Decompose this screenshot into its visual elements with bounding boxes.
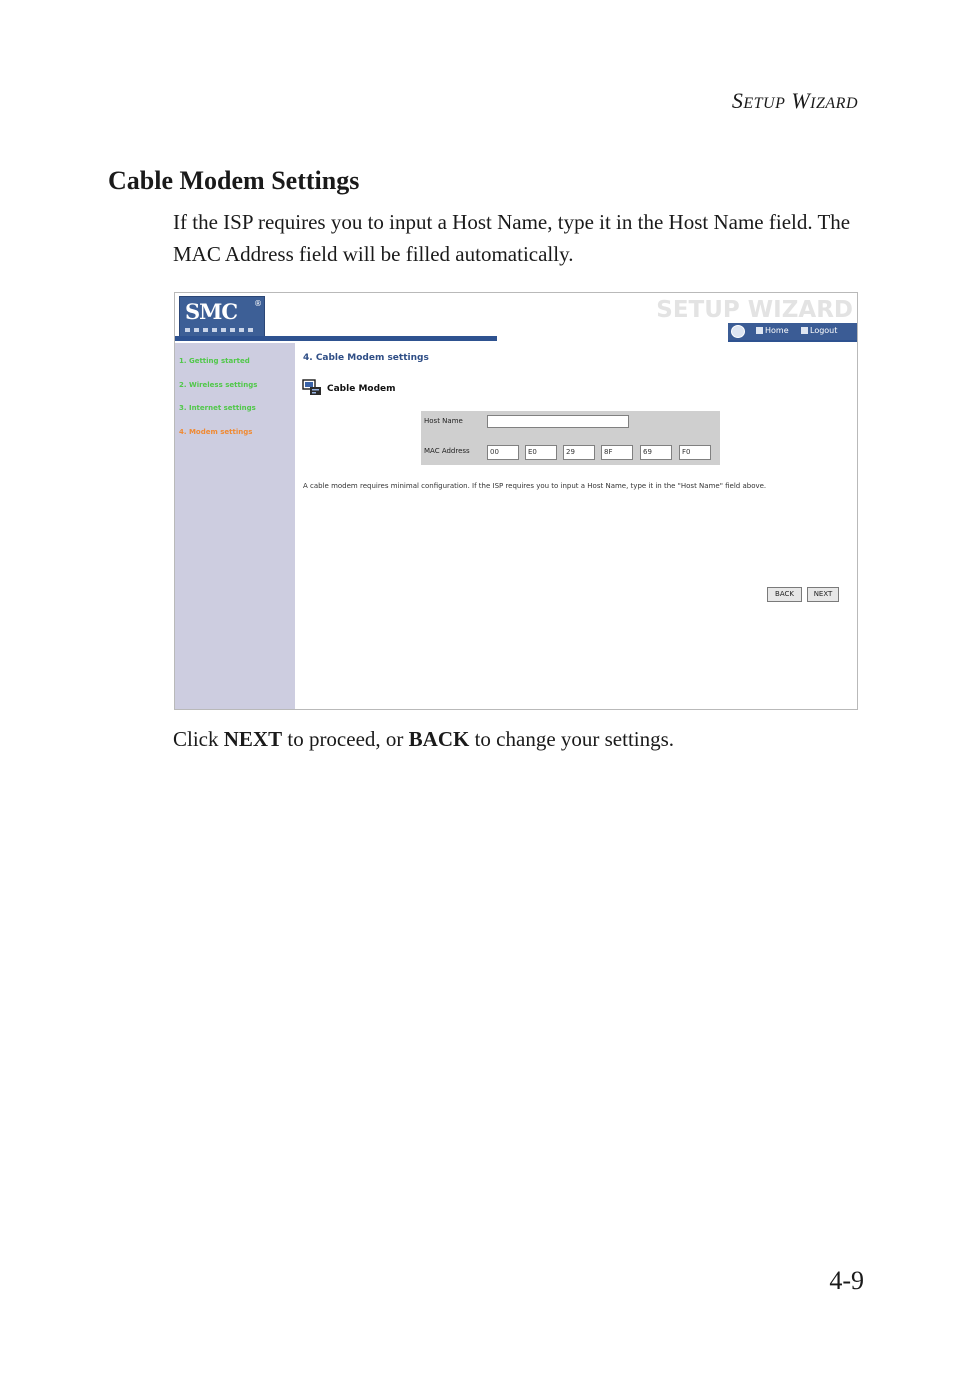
wizard-content — [295, 343, 857, 709]
smc-logo — [179, 296, 265, 338]
sidebar-item-internet-settings[interactable]: 3. Internet settings — [179, 404, 256, 412]
top-nav — [728, 323, 857, 342]
banner-bar — [175, 336, 497, 341]
setup-wizard-screenshot — [174, 292, 858, 710]
mac-octet-4-input[interactable]: 8F — [601, 445, 633, 460]
cable-modem-icon — [302, 377, 322, 397]
closing-middle: to proceed, or — [282, 727, 409, 751]
back-button[interactable]: BACK — [767, 587, 802, 602]
next-button[interactable]: NEXT — [807, 587, 839, 602]
banner-title: SETUP WIZARD — [656, 297, 853, 323]
closing-next-keyword: NEXT — [223, 727, 283, 751]
sidebar-item-modem-settings[interactable]: 4. Modem settings — [179, 428, 253, 436]
step-title: 4. Cable Modem settings — [303, 353, 429, 363]
home-link[interactable] — [756, 326, 789, 335]
logout-link[interactable] — [801, 326, 837, 335]
host-name-label: Host Name — [424, 417, 463, 425]
mac-octet-6-input[interactable]: F0 — [679, 445, 711, 460]
sidebar-item-wireless-settings[interactable]: 2. Wireless settings — [179, 381, 258, 389]
banner — [175, 293, 857, 343]
logo-tagline — [185, 328, 257, 332]
home-label: Home — [765, 326, 789, 335]
section-title: Cable Modem Settings — [108, 166, 360, 195]
sidebar-item-getting-started[interactable]: 1. Getting started — [179, 357, 250, 365]
intro-paragraph: If the ISP requires you to input a Host Name, type it in the Host Name field. The MAC Address field will be filled automatically. — [173, 210, 851, 266]
mac-octet-3-input[interactable]: 29 — [563, 445, 595, 460]
closing-suffix: to change your settings. — [469, 727, 675, 751]
mac-octet-5-input[interactable]: 69 — [640, 445, 672, 460]
mac-octet-2-input[interactable]: E0 — [525, 445, 557, 460]
page-number: 4-9 — [829, 1266, 864, 1295]
help-text: A cable modem requires minimal configuration. If the ISP requires you to input a Host Name, type it in the "Host Name" field above. — [303, 482, 767, 490]
help-icon[interactable] — [731, 325, 745, 338]
logo-text: SMC — [185, 299, 238, 324]
logout-label: Logout — [810, 326, 838, 335]
closing-prefix: Click — [173, 727, 224, 751]
running-head: SETUP WIZARD — [731, 88, 858, 113]
section-heading: Cable Modem — [327, 384, 396, 394]
mac-octet-1-input[interactable]: 00 — [487, 445, 519, 460]
registered-mark: ® — [254, 299, 262, 308]
closing-back-keyword: BACK — [408, 727, 470, 751]
modem-form — [421, 411, 720, 465]
mac-address-label: MAC Address — [424, 447, 470, 455]
host-name-input[interactable] — [487, 415, 629, 428]
closing-paragraph — [173, 727, 674, 752]
logout-icon — [801, 327, 808, 334]
wizard-sidebar — [175, 343, 295, 709]
home-icon — [756, 327, 763, 334]
